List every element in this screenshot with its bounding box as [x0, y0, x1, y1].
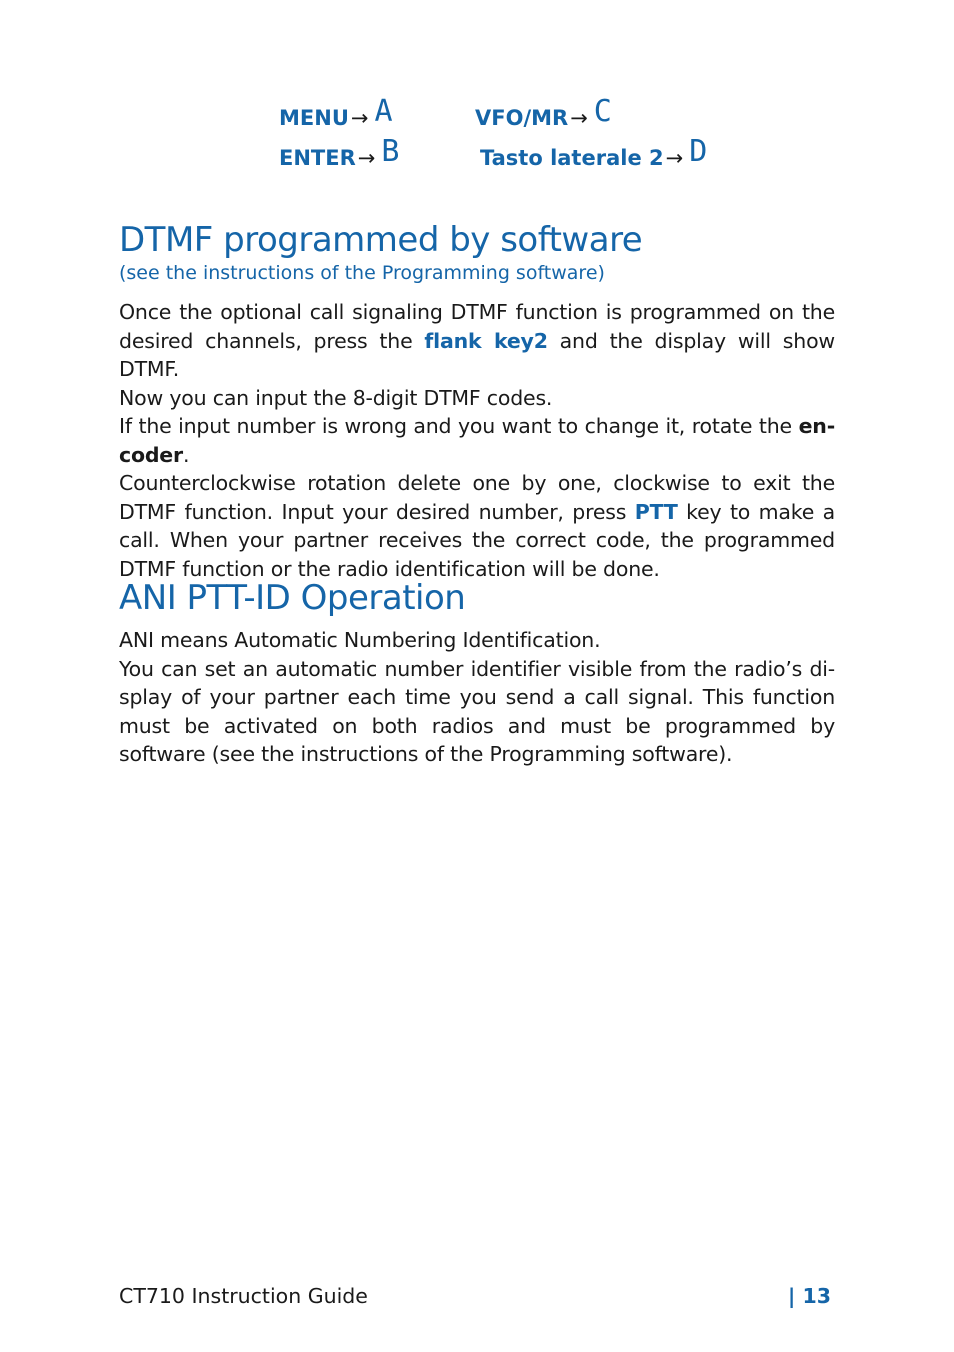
text: key to make a call. When your partner receives the correct code, the programmed DTMF function or the radio identification will be done.	[119, 499, 836, 581]
text: and the display will show DTMF.	[119, 328, 835, 381]
encoder-ref: en-coder	[119, 414, 835, 467]
key-label: ENTER	[279, 146, 356, 170]
paragraph	[119, 469, 835, 583]
arrow-icon: →	[570, 106, 588, 130]
footer-guide-title: CT710 Instruction Guide	[119, 1284, 368, 1308]
key-label: Tasto laterale 2	[480, 146, 664, 170]
section-title: ANI PTT-ID Operation	[119, 578, 466, 618]
keymap-enter	[279, 134, 399, 170]
lcd-symbol-b: B	[381, 134, 400, 169]
key-label: VFO/MR	[475, 106, 569, 130]
text: Once the optional call signaling DTMF function is programmed on the desired channels, press the	[119, 300, 835, 353]
arrow-icon: →	[665, 146, 684, 170]
section-dtmf	[119, 220, 835, 583]
paragraph	[119, 412, 835, 469]
lcd-symbol-c: C	[593, 94, 612, 129]
lcd-symbol-d: D	[689, 134, 708, 169]
flank-key-ref: flank key2	[424, 328, 548, 353]
ptt-ref: PTT	[634, 499, 678, 524]
paragraph: Now you can input the 8-digit DTMF codes.	[119, 385, 553, 410]
paragraph	[119, 298, 835, 384]
section-subtitle: (see the instructions of the Programming software)	[119, 262, 605, 284]
keymap-side-key-2	[480, 134, 707, 170]
keymap-vfo-mr	[475, 94, 612, 130]
keymap-menu	[279, 94, 393, 130]
key-label: MENU	[279, 106, 349, 130]
lcd-symbol-a: A	[374, 94, 393, 129]
paragraph: You can set an automatic number identifier visible from the radio’s di-splay of your partner each time you send a call signal. This function must be activated on both radios and must be programmed by software (see the instructions of the Programming software).	[119, 656, 835, 766]
text: If the input number is wrong and you want to change it, rotate the	[119, 414, 799, 438]
arrow-icon: →	[350, 106, 369, 130]
section-title: DTMF programmed by software	[119, 220, 643, 260]
paragraph: ANI means Automatic Numbering Identification.	[119, 628, 601, 652]
arrow-icon: →	[357, 146, 376, 170]
text: Counterclockwise rotation delete one by one, clockwise to exit the DTMF function. Input your desired number, press	[119, 471, 835, 524]
footer-page-number: | 13	[787, 1284, 831, 1308]
text: .	[182, 442, 190, 467]
section-ani	[119, 578, 835, 769]
